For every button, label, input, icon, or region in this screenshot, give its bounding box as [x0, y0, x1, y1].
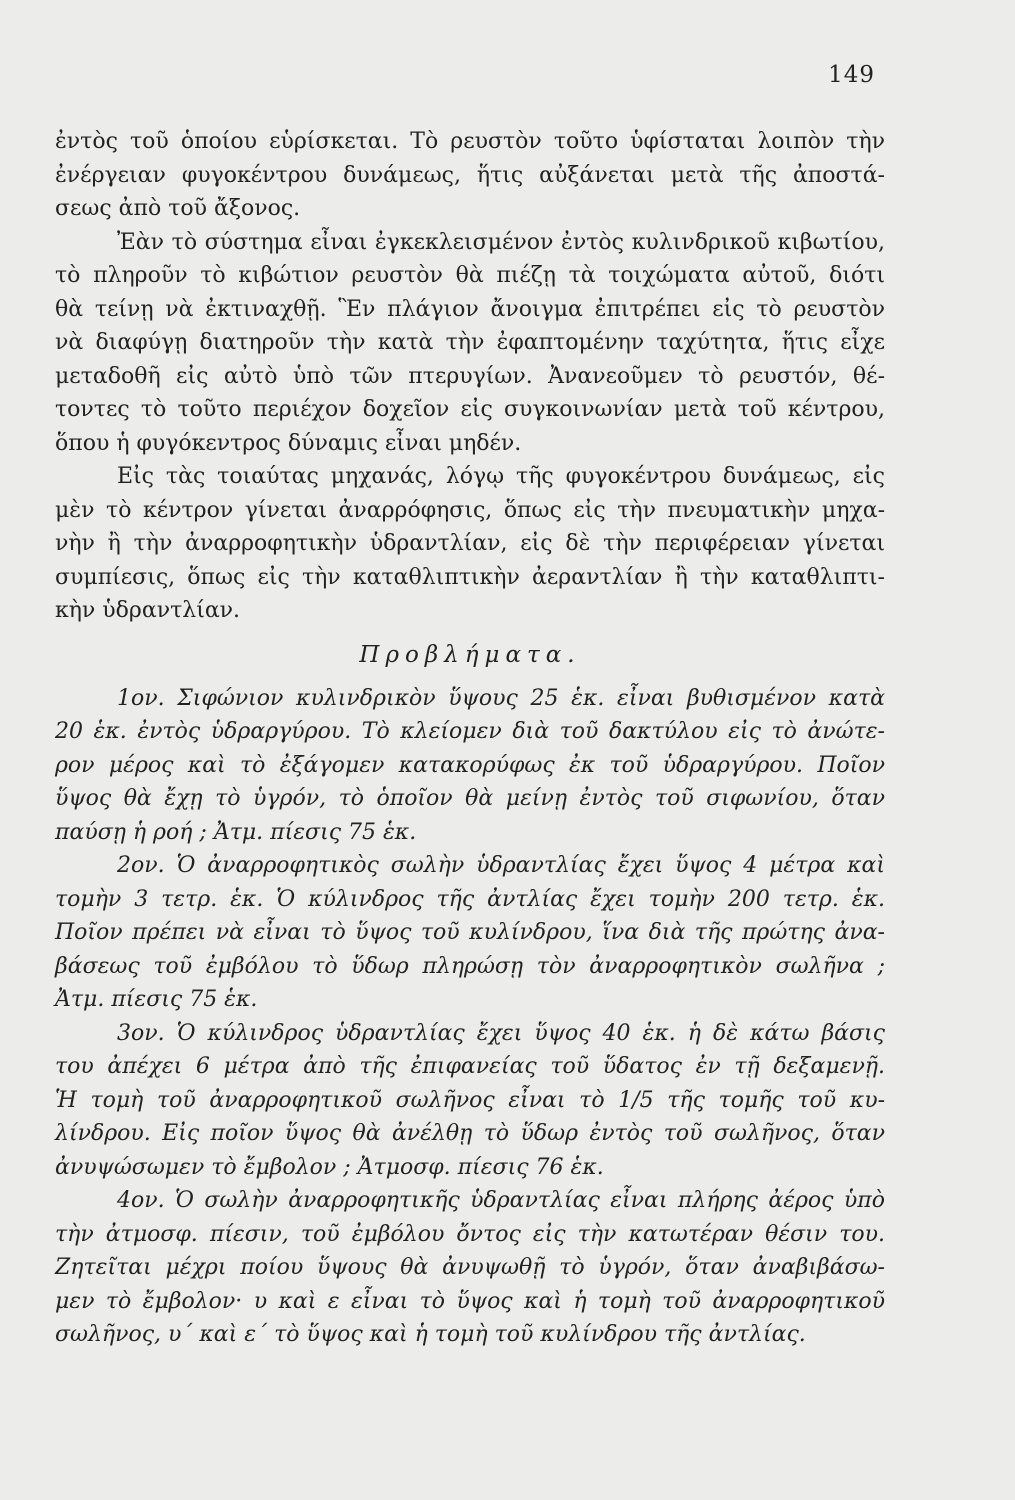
text-line: ρον μέρος καὶ τὸ ἐξάγομεν κατακορύφως ἐκ τοῦ ὑδραργύρου. Ποῖον: [55, 752, 885, 778]
text-line: τὴν ἀτμοσφ. πίεσιν, τοῦ ἐμβόλου ὄντος εἰς τὴν κατωτέραν θέσιν του.: [55, 1221, 885, 1247]
text-line: νὰ διαφύγῃ διατηροῦν τὴν κατὰ τὴν ἐφαπτομένην ταχύτητα, ἥτις εἶχε: [55, 330, 885, 355]
text-line: ὕψος θὰ ἔχῃ τὸ ὑγρόν, τὸ ὁποῖον θὰ μείνῃ ἐντὸς τοῦ σιφωνίου, ὅταν: [55, 786, 885, 811]
text-line: Ἐὰν τὸ σύστημα εἶναι ἐγκεκλεισμένον ἐντὸς κυλινδρικοῦ κιβωτίου,: [117, 229, 885, 255]
text-line: σωλῆνος, υ΄ καὶ ε΄ τὸ ὕψος καὶ ἡ τομὴ τοῦ κυλίνδρου τῆς ἀντλίας.: [55, 1322, 806, 1347]
text-line: τοντες τὸ τοῦτο περιέχον δοχεῖον εἰς συγκοινωνίαν μετὰ τοῦ κέντρου,: [55, 397, 885, 422]
problem-4: [55, 1184, 885, 1352]
text-line: 4ον. Ὁ σωλὴν ἀναρροφητικῆς ὑδραντλίας εἶναι πλήρης ἀέρος ὑπὸ: [117, 1188, 885, 1213]
text-line: θὰ τείνῃ νὰ ἐκτιναχθῇ. Ἓν πλάγιον ἄνοιγμα ἐπιτρέπει εἰς τὸ ρευστὸν: [55, 296, 885, 322]
paragraph: [55, 460, 885, 628]
text-line: Ζητεῖται μέχρι ποίου ὕψους θὰ ἀνυψωθῇ τὸ ὑγρόν, ὅταν ἀναβιβάσω-: [55, 1255, 885, 1280]
text-line: ἐνέργειαν φυγοκέντρου δυνάμεως, ἥτις αὐξάνεται μετὰ τῆς ἀποστά-: [55, 162, 885, 188]
text-line: ἐντὸς τοῦ ὁποίου εὑρίσκεται. Τὸ ρευστὸν τοῦτο ὑφίσταται λοιπὸν τὴν: [55, 129, 885, 154]
page-number: 149: [828, 62, 875, 88]
text-line: ὅπου ἡ φυγόκεντρος δύναμις εἶναι μηδέν.: [55, 430, 522, 456]
text-line: τὸ πληροῦν τὸ κιβώτιον ρευστὸν θὰ πιέζῃ τὰ τοιχώματα αὐτοῦ, διότι: [55, 263, 885, 288]
problem-2: [55, 849, 885, 1017]
paragraph: [55, 226, 885, 461]
text-line: 1ον. Σιφώνιον κυλινδρικὸν ὕψους 25 ἑκ. εἶναι βυθισμένον κατὰ: [117, 685, 885, 711]
text-line: 20 ἑκ. ἐντὸς ὑδραργύρου. Τὸ κλείομεν διὰ τοῦ δακτύλου εἰς τὸ ἀνώτε-: [55, 719, 885, 744]
paragraph: [55, 125, 885, 226]
text-line: σεως ἀπὸ τοῦ ἄξονος.: [55, 196, 301, 221]
text-line: τομὴν 3 τετρ. ἑκ. Ὁ κύλινδρος τῆς ἀντλίας ἔχει τομὴν 200 τετρ. ἑκ.: [55, 886, 885, 912]
text-line: 3ον. Ὁ κύλινδρος ὑδραντλίας ἔχει ὕψος 40 ἑκ. ἡ δὲ κάτω βάσις: [117, 1020, 885, 1046]
text-line: Ἡ τομὴ τοῦ ἀναρροφητικοῦ σωλῆνος εἶναι τὸ 1/5 τῆς τομῆς τοῦ κυ-: [55, 1087, 885, 1113]
problem-1: [55, 682, 885, 850]
text-line: Ἀτμ. πίεσις 75 ἑκ.: [55, 987, 258, 1012]
text-line: νὴν ἢ τὴν ἀναρροφητικὴν ὑδραντλίαν, εἰς δὲ τὴν περιφέρειαν γίνεται: [55, 531, 885, 556]
text-line: παύσῃ ἡ ροή ; Ἀτμ. πίεσις 75 ἑκ.: [55, 819, 417, 845]
section-heading: Προβλήματα.: [359, 641, 581, 668]
text-line: κὴν ὑδραντλίαν.: [55, 598, 241, 623]
text-line: λίνδρου. Εἰς ποῖον ὕψος θὰ ἀνέλθῃ τὸ ὕδωρ ἐντὸς τοῦ σωλῆνος, ὅταν: [55, 1121, 885, 1146]
text-line: συμπίεσις, ὅπως εἰς τὴν καταθλιπτικὴν ἀεραντλίαν ἢ τὴν καταθλιπτι-: [55, 564, 885, 590]
text-line: Ποῖον πρέπει νὰ εἶναι τὸ ὕψος τοῦ κυλίνδρου, ἵνα διὰ τῆς πρώτης ἀνα-: [55, 920, 885, 945]
text-line: βάσεως τοῦ ἐμβόλου τὸ ὕδωρ πληρώσῃ τὸν ἀναρροφητικὸν σωλῆνα ;: [55, 953, 885, 979]
text-line: 2ον. Ὁ ἀναρροφητικὸς σωλὴν ὑδραντλίας ἔχει ὕψος 4 μέτρα καὶ: [117, 853, 885, 878]
page-body: [55, 125, 885, 1352]
text-line: του ἀπέχει 6 μέτρα ἀπὸ τῆς ἐπιφανείας τοῦ ὕδατος ἐν τῇ δεξαμενῇ.: [55, 1054, 885, 1079]
text-line: Εἰς τὰς τοιαύτας μηχανάς, λόγῳ τῆς φυγοκέντρου δυνάμεως, εἰς: [117, 464, 885, 489]
text-line: μεταδοθῆ εἰς αὐτὸ ὑπὸ τῶν πτερυγίων. Ἀνανεοῦμεν τὸ ρευστόν, θέ-: [55, 363, 885, 389]
text-line: μεν τὸ ἔμβολον· υ καὶ ε εἶναι τὸ ὕψος καὶ ἡ τομὴ τοῦ ἀναρροφητικοῦ: [55, 1288, 885, 1314]
problem-3: [55, 1017, 885, 1185]
text-line: μὲν τὸ κέντρον γίνεται ἀναρρόφησις, ὅπως εἰς τὴν πνευματικὴν μηχα-: [55, 497, 885, 523]
text-line: ἀνυψώσωμεν τὸ ἔμβολον ; Ἀτμοσφ. πίεσις 76 ἑκ.: [55, 1154, 604, 1180]
